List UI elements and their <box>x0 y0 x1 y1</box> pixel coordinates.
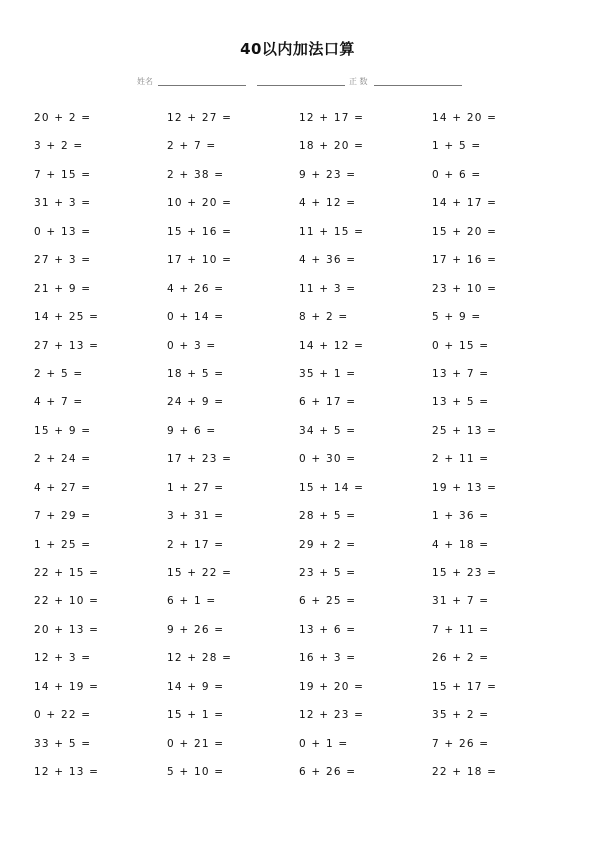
page-title: 40以内加法口算 <box>240 40 355 58</box>
problem-item: 0 + 21 = <box>167 737 225 750</box>
problem-item: 3 + 31 = <box>167 510 225 523</box>
problem-item: 1 + 27 = <box>167 481 225 494</box>
problem-item: 15 + 14 = <box>299 481 365 494</box>
name-blank[interactable] <box>158 85 246 86</box>
problem-item: 15 + 16 = <box>167 225 233 238</box>
problem-item: 9 + 6 = <box>167 424 217 437</box>
problem-item: 0 + 14 = <box>167 311 225 324</box>
problem-item: 9 + 23 = <box>299 168 357 181</box>
problem-item: 18 + 5 = <box>167 367 225 380</box>
problem-item: 15 + 9 = <box>34 424 92 437</box>
problem-item: 17 + 16 = <box>432 254 498 267</box>
problem-grid <box>34 110 564 793</box>
problem-item: 12 + 17 = <box>299 112 365 124</box>
problem-item: 6 + 17 = <box>299 396 357 409</box>
problem-item: 14 + 25 = <box>34 311 100 324</box>
problem-item: 2 + 17 = <box>167 538 225 551</box>
problem-item: 5 + 10 = <box>167 766 225 779</box>
problem-item: 17 + 23 = <box>167 453 233 466</box>
problem-item: 1 + 25 = <box>34 538 92 551</box>
problem-item: 4 + 12 = <box>299 197 357 210</box>
problem-item: 34 + 5 = <box>299 424 357 437</box>
problem-item: 13 + 5 = <box>432 396 490 409</box>
problem-item: 11 + 3 = <box>299 282 357 295</box>
problem-item: 2 + 24 = <box>34 453 92 466</box>
problem-item: 0 + 1 = <box>299 737 349 750</box>
problem-item: 23 + 10 = <box>432 282 498 295</box>
problem-item: 28 + 5 = <box>299 510 357 523</box>
blank-line[interactable] <box>257 85 345 86</box>
problem-item: 9 + 26 = <box>167 623 225 636</box>
problem-item: 15 + 17 = <box>432 680 498 693</box>
problem-item: 12 + 23 = <box>299 709 365 722</box>
problem-item: 7 + 29 = <box>34 510 92 523</box>
problem-item: 7 + 26 = <box>432 737 490 750</box>
problem-item: 14 + 20 = <box>432 112 498 124</box>
problem-item: 6 + 1 = <box>167 595 217 608</box>
problem-item: 12 + 27 = <box>167 112 233 124</box>
problem-item: 21 + 9 = <box>34 282 92 295</box>
problem-item: 23 + 5 = <box>299 567 357 579</box>
problem-item: 7 + 15 = <box>34 168 92 181</box>
problem-item: 22 + 18 = <box>432 766 498 779</box>
score-blank[interactable] <box>374 85 462 86</box>
problem-item: 0 + 6 = <box>432 168 482 181</box>
score-label: 正 数 <box>349 77 368 86</box>
problem-item: 0 + 3 = <box>167 339 217 352</box>
problem-item: 2 + 11 = <box>432 453 490 466</box>
problem-item: 13 + 7 = <box>432 367 490 380</box>
name-label: 姓名 <box>137 77 153 86</box>
problem-item: 0 + 30 = <box>299 453 357 466</box>
problem-item: 20 + 2 = <box>34 112 92 124</box>
problem-item: 4 + 18 = <box>432 538 490 551</box>
problem-item: 10 + 20 = <box>167 197 233 210</box>
problem-item: 12 + 28 = <box>167 652 233 665</box>
problem-item: 24 + 9 = <box>167 396 225 409</box>
problem-item: 16 + 3 = <box>299 652 357 665</box>
problem-item: 26 + 2 = <box>432 652 490 665</box>
problem-item: 22 + 10 = <box>34 595 100 608</box>
problem-item: 19 + 13 = <box>432 481 498 494</box>
problem-item: 3 + 2 = <box>34 140 84 153</box>
problem-item: 15 + 23 = <box>432 567 498 579</box>
problem-item: 25 + 13 = <box>432 424 498 437</box>
problem-item: 4 + 27 = <box>34 481 92 494</box>
problem-item: 27 + 3 = <box>34 254 92 267</box>
problem-item: 4 + 36 = <box>299 254 357 267</box>
problem-item: 12 + 3 = <box>34 652 92 665</box>
problem-item: 22 + 15 = <box>34 567 100 579</box>
problem-item: 11 + 15 = <box>299 225 365 238</box>
problem-item: 7 + 11 = <box>432 623 490 636</box>
student-info-row <box>0 76 595 90</box>
problem-item: 0 + 22 = <box>34 709 92 722</box>
problem-item: 0 + 15 = <box>432 339 490 352</box>
problem-item: 6 + 26 = <box>299 766 357 779</box>
problem-item: 35 + 1 = <box>299 367 357 380</box>
problem-item: 13 + 6 = <box>299 623 357 636</box>
problem-item: 31 + 7 = <box>432 595 490 608</box>
problem-item: 1 + 5 = <box>432 140 482 153</box>
problem-item: 1 + 36 = <box>432 510 490 523</box>
problem-item: 14 + 17 = <box>432 197 498 210</box>
problem-item: 27 + 13 = <box>34 339 100 352</box>
problem-item: 0 + 13 = <box>34 225 92 238</box>
problem-item: 2 + 7 = <box>167 140 217 153</box>
problem-item: 5 + 9 = <box>432 311 482 324</box>
problem-item: 4 + 7 = <box>34 396 84 409</box>
problem-item: 33 + 5 = <box>34 737 92 750</box>
problem-item: 35 + 2 = <box>432 709 490 722</box>
problem-item: 2 + 5 = <box>34 367 84 380</box>
problem-item: 15 + 1 = <box>167 709 225 722</box>
problem-item: 19 + 20 = <box>299 680 365 693</box>
problem-item: 14 + 9 = <box>167 680 225 693</box>
problem-item: 31 + 3 = <box>34 197 92 210</box>
problem-item: 15 + 20 = <box>432 225 498 238</box>
problem-item: 14 + 12 = <box>299 339 365 352</box>
problem-item: 29 + 2 = <box>299 538 357 551</box>
problem-item: 20 + 13 = <box>34 623 100 636</box>
problem-item: 8 + 2 = <box>299 311 349 324</box>
problem-item: 12 + 13 = <box>34 766 100 779</box>
problem-item: 15 + 22 = <box>167 567 233 579</box>
problem-item: 14 + 19 = <box>34 680 100 693</box>
problem-item: 17 + 10 = <box>167 254 233 267</box>
problem-item: 4 + 26 = <box>167 282 225 295</box>
problem-item: 2 + 38 = <box>167 168 225 181</box>
problem-item: 18 + 20 = <box>299 140 365 153</box>
problem-item: 6 + 25 = <box>299 595 357 608</box>
